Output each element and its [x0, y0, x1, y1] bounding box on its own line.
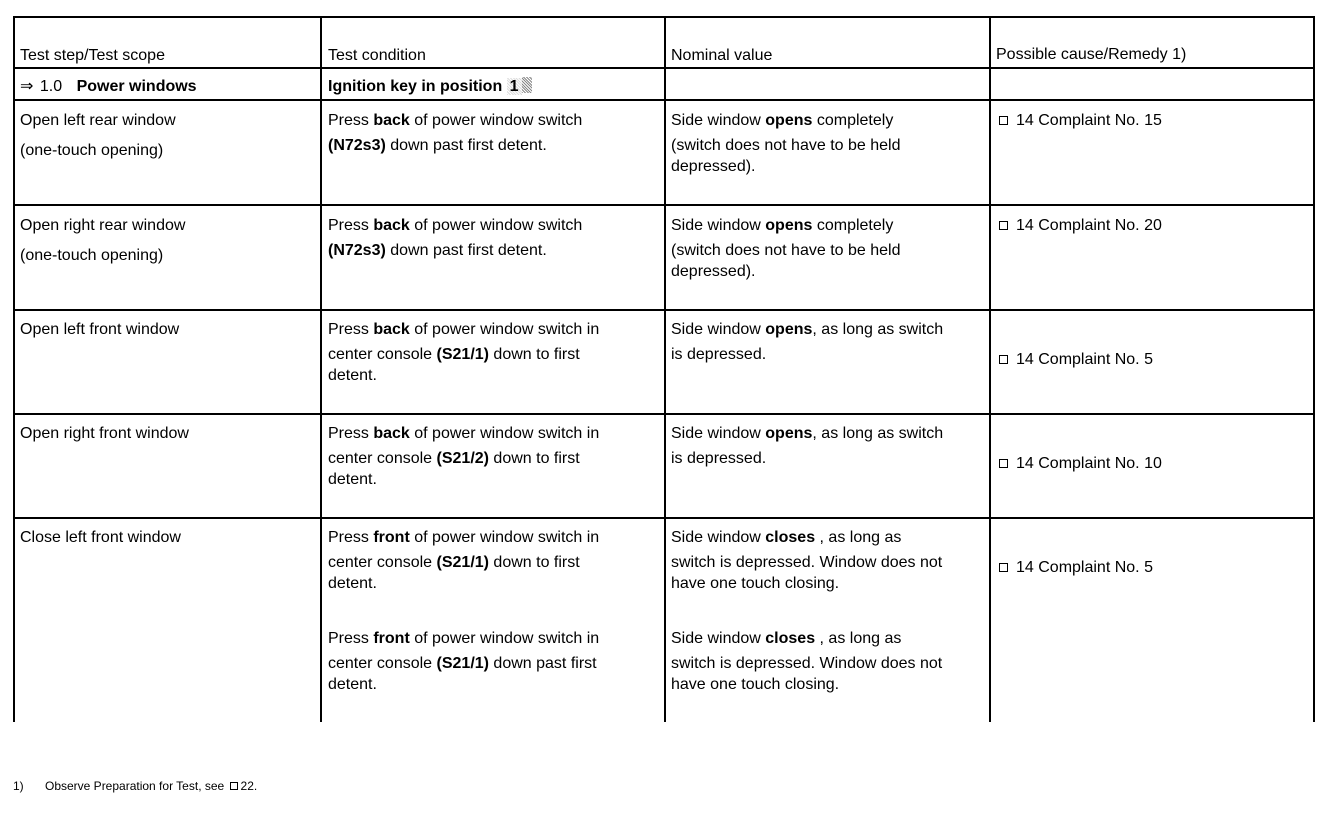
reference-square-icon	[999, 221, 1008, 230]
row4-step	[20, 423, 189, 444]
test-table	[13, 16, 1315, 722]
step-sublabel: (one-touch opening)	[20, 247, 164, 264]
row2-remedy: 14 Complaint No. 20	[999, 215, 1162, 236]
reference-square-icon	[999, 563, 1008, 572]
column-divider	[320, 18, 322, 722]
footnote-text: Observe Preparation for Test, see	[45, 779, 225, 793]
step-label: Open right rear window	[20, 217, 186, 234]
row5-nominal-2: Side window closes , as long as switch is depressed. Window does not have one touch closing.	[671, 630, 943, 693]
dither-mark	[522, 77, 532, 93]
row4-nominal: Side window opens, as long as switch is depressed.	[671, 425, 944, 467]
row1-remedy: 14 Complaint No. 15	[999, 110, 1162, 131]
step-sublabel: (one-touch opening)	[20, 142, 164, 159]
row-divider	[15, 67, 1313, 69]
row5-condition-2: Press front of power window switch in center console (S21/1) down past first detent.	[328, 630, 600, 693]
row-divider	[15, 309, 1313, 311]
header-test-step: Test step/Test scope	[20, 47, 165, 64]
row2-condition: Press back of power window switch (N72s3) down past first detent.	[328, 217, 583, 259]
row1-condition: Press back of power window switch (N72s3) down past first detent.	[328, 112, 583, 154]
header-possible-cause: Possible cause/Remedy 1)	[996, 46, 1187, 63]
reference-square-icon	[999, 355, 1008, 364]
step-label: Open left rear window	[20, 112, 176, 129]
row-divider	[15, 99, 1313, 101]
footnote-marker: 1)	[13, 779, 24, 793]
row-divider	[15, 517, 1313, 519]
row5-remedy: 14 Complaint No. 5	[999, 557, 1153, 578]
step-label: Open left front window	[20, 321, 180, 338]
row1-step	[20, 110, 176, 161]
section-condition-text: Ignition key in position	[328, 78, 503, 95]
reference-square-icon	[999, 116, 1008, 125]
row3-nominal: Side window opens, as long as switch is depressed.	[671, 321, 944, 363]
column-divider	[664, 18, 666, 722]
arrow-icon: ⇒	[20, 78, 34, 95]
row1-nominal: Side window opens completely (switch does not have to be held depressed).	[671, 112, 901, 175]
header-test-condition: Test condition	[328, 47, 426, 64]
section-condition	[328, 76, 532, 97]
section-name: Power windows	[76, 78, 197, 95]
step-label: Open right front window	[20, 425, 189, 442]
step-label: Close left front window	[20, 529, 181, 546]
column-divider	[989, 18, 991, 722]
row3-remedy: 14 Complaint No. 5	[999, 349, 1153, 370]
row3-condition: Press back of power window switch in center console (S21/1) down to first detent.	[328, 321, 600, 384]
section-number: 1.0	[39, 78, 63, 95]
row2-nominal: Side window opens completely (switch does not have to be held depressed).	[671, 217, 901, 280]
row-divider	[15, 413, 1313, 415]
row-divider	[15, 204, 1313, 206]
row3-step	[20, 319, 179, 340]
footnote-page: 22.	[240, 779, 258, 793]
reference-square-icon	[999, 459, 1008, 468]
row5-step	[20, 527, 181, 548]
row4-remedy: 14 Complaint No. 10	[999, 453, 1162, 474]
row2-step	[20, 215, 185, 266]
row4-condition: Press back of power window switch in center console (S21/2) down to first detent.	[328, 425, 600, 488]
row5-nominal-1: Side window closes , as long as switch is depressed. Window does not have one touch closing.	[671, 529, 943, 592]
row5-condition-1: Press front of power window switch in center console (S21/1) down to first detent.	[328, 529, 600, 592]
section-title	[20, 76, 197, 97]
header-nominal-value: Nominal value	[671, 47, 773, 64]
footnote	[13, 779, 257, 793]
reference-square-icon	[230, 782, 238, 790]
ignition-position-value: 1	[507, 78, 522, 95]
